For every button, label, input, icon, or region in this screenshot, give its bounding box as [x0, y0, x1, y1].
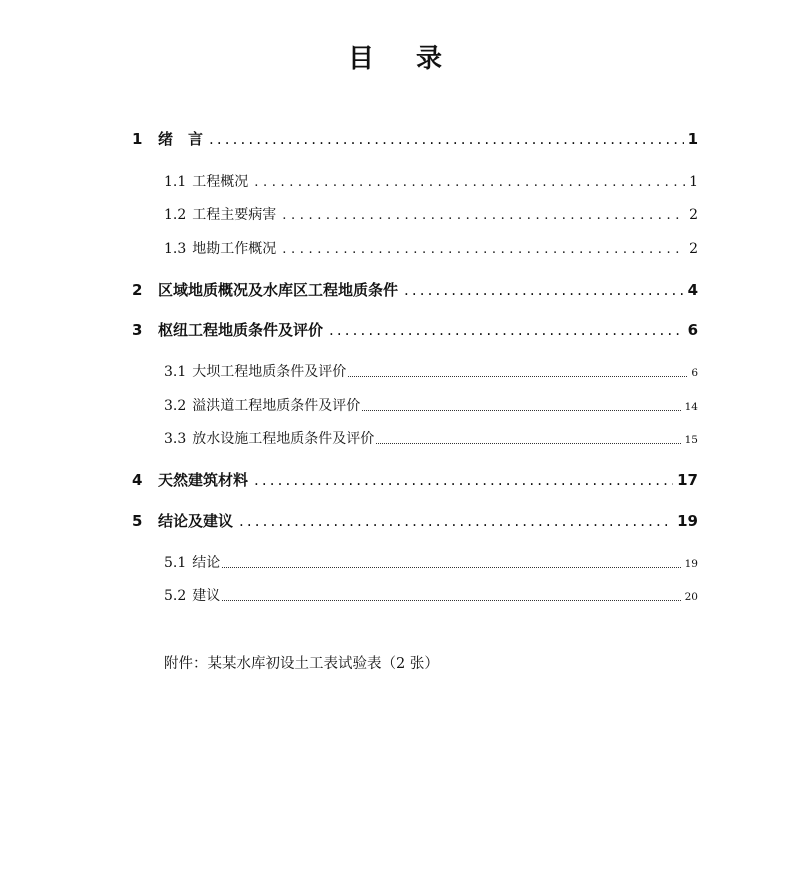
- toc-label: 大坝工程地质条件及评价: [192, 364, 347, 380]
- toc-number: 4: [132, 471, 143, 489]
- toc-page: 17: [677, 471, 698, 489]
- toc-entry-5-2[interactable]: [164, 585, 698, 607]
- toc-number: 1.1: [164, 174, 187, 190]
- title-char-1: 目: [347, 44, 376, 74]
- toc-entry-1-3[interactable]: [164, 238, 698, 260]
- toc-page: 15: [684, 434, 698, 446]
- toc-label: 绪 言: [158, 130, 204, 148]
- toc-number: 3: [132, 321, 143, 339]
- dot-leader: [222, 599, 680, 601]
- appendix-note: 附件：某某水库初设土工表试验表（2 张）: [164, 656, 439, 672]
- toc-entry-2[interactable]: [132, 279, 698, 301]
- title-char-2: 录: [416, 44, 445, 74]
- toc-page: 2: [689, 207, 698, 223]
- toc-number: 1.2: [164, 207, 187, 223]
- toc-page: 1: [687, 130, 698, 148]
- toc-number: 3.3: [164, 431, 187, 447]
- toc-entry-1[interactable]: [132, 128, 698, 150]
- dot-leader: [282, 242, 685, 257]
- toc-label: 地勘工作概况: [192, 241, 277, 257]
- toc-entry-1-1[interactable]: [164, 171, 698, 193]
- toc-label: 区域地质概况及水库区工程地质条件: [158, 281, 399, 299]
- toc-number: 1: [132, 130, 143, 148]
- toc-label: 结论: [192, 555, 221, 571]
- toc-entry-1-2[interactable]: [164, 204, 698, 226]
- toc-page: 19: [677, 512, 698, 530]
- dot-leader: [329, 321, 684, 339]
- dot-leader: [209, 130, 684, 148]
- toc-entry-5-1[interactable]: [164, 552, 698, 574]
- toc-label: 溢洪道工程地质条件及评价: [192, 398, 361, 414]
- toc-label: 结论及建议: [158, 512, 234, 530]
- toc-label: 建议: [192, 588, 221, 604]
- toc-page: 6: [687, 321, 698, 339]
- dot-leader: [254, 175, 685, 190]
- toc-entry-5[interactable]: [132, 510, 698, 532]
- dot-leader: [376, 442, 680, 444]
- toc-number: 1.3: [164, 241, 187, 257]
- toc-page: 1: [689, 174, 698, 190]
- toc-number: 3.1: [164, 364, 187, 380]
- dot-leader: [404, 281, 684, 299]
- toc-number: 5.2: [164, 588, 187, 604]
- toc-number: 3.2: [164, 398, 187, 414]
- toc-page: 14: [684, 401, 698, 413]
- dot-leader: [282, 208, 685, 223]
- toc-number: 2: [132, 281, 143, 299]
- toc-entry-3-2[interactable]: [164, 395, 698, 417]
- toc-page: 19: [684, 558, 698, 570]
- toc-entry-3-3[interactable]: [164, 428, 698, 450]
- toc-label: 枢纽工程地质条件及评价: [158, 321, 324, 339]
- dot-leader: [254, 471, 673, 489]
- toc-label: 放水设施工程地质条件及评价: [192, 431, 375, 447]
- toc-label: 天然建筑材料: [158, 471, 249, 489]
- toc-page: 4: [687, 281, 698, 299]
- toc-number: 5: [132, 512, 143, 530]
- dot-leader: [348, 375, 687, 377]
- dot-leader: [239, 512, 673, 530]
- toc-number: 5.1: [164, 555, 187, 571]
- dot-leader: [362, 409, 680, 411]
- toc-page: 6: [691, 367, 698, 379]
- toc-page: 2: [689, 241, 698, 257]
- toc-entry-4[interactable]: [132, 469, 698, 491]
- dot-leader: [222, 566, 680, 568]
- toc-entry-3-1[interactable]: [164, 361, 698, 383]
- toc-page: 20: [684, 591, 698, 603]
- toc-label: 工程概况: [192, 174, 249, 190]
- toc-label: 工程主要病害: [192, 207, 277, 223]
- toc-entry-3[interactable]: [132, 319, 698, 341]
- page-title: [0, 38, 792, 75]
